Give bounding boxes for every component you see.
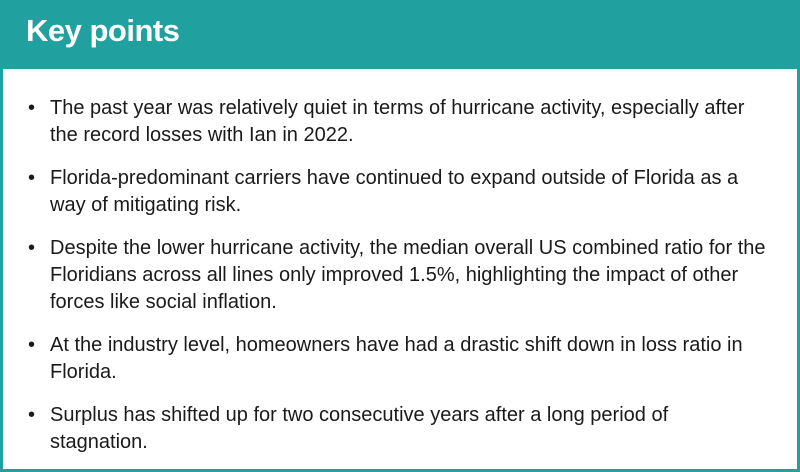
panel-header [3,3,797,69]
point-text: Surplus has shifted up for two consecutive years after a long period of stagnation. [50,404,669,453]
bullet-icon: • [28,334,36,356]
bullet-icon: • [28,167,36,189]
list-item [3,235,797,316]
key-points-list [3,95,797,472]
list-item [3,165,797,219]
bullet-icon: • [28,404,36,426]
point-text: Florida-predominant carriers have continued to expand outside of Florida as a way of mitigating risk. [50,167,739,216]
list-item [3,402,797,456]
point-text: The past year was relatively quiet in terms of hurricane activity, especially after the record losses with Ian in 2022. [50,97,745,146]
point-text: At the industry level, homeowners have had a drastic shift down in loss ratio in Florida. [50,334,743,383]
bullet-icon: • [28,237,36,259]
panel-title: Key points [26,13,180,48]
point-text: Despite the lower hurricane activity, the median overall US combined ratio for the Floridians across all lines only improved 1.5%, highlighting the impact of other forces like social inflation. [50,237,766,313]
bullet-icon: • [28,97,36,119]
list-item [3,95,797,149]
list-item [3,332,797,386]
